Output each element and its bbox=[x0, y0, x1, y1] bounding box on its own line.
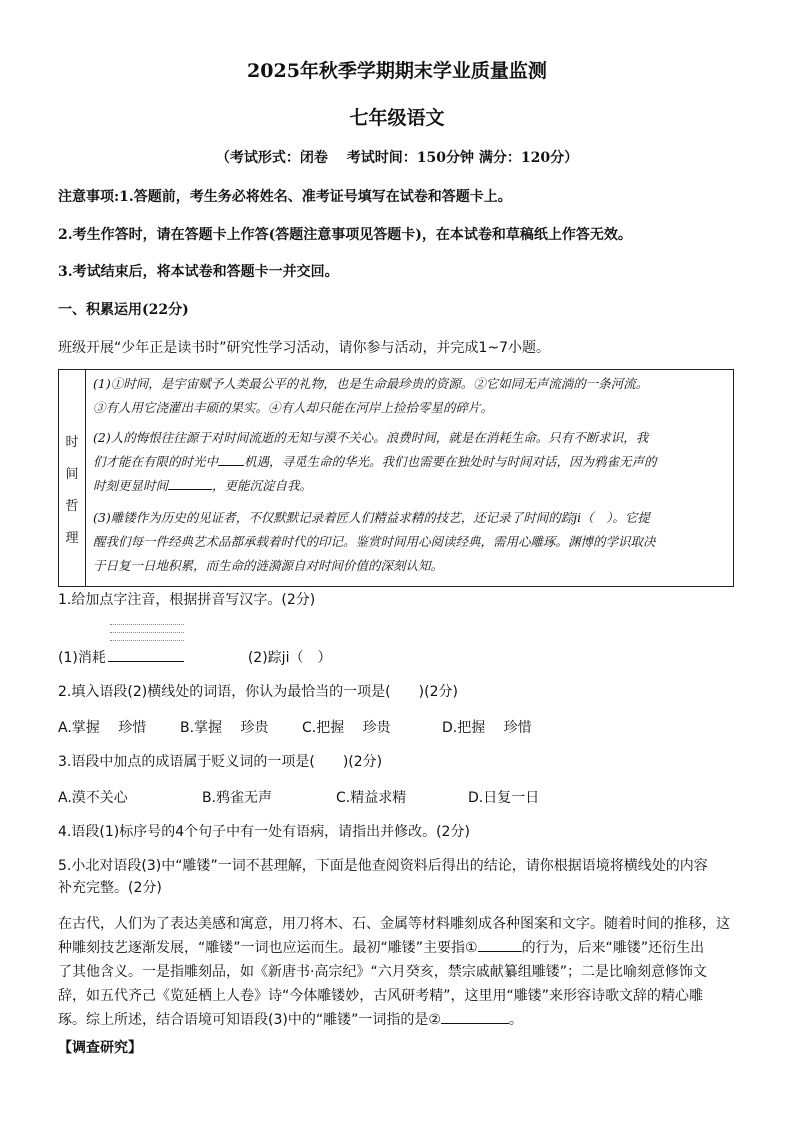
passage-2: (2)人的悔恨往往源于对时间流逝的无知与漠不关心。浪费时间，就是在消耗生命。只有不断求识，我 们才能在有限的时光中 机遇，寻觅生命的华光。我们也需要在独处时与时间对话，因为鸦雀无声的 时刻更显时间 ，更能沉淀自我。 bbox=[93, 430, 657, 493]
question-5-line-1: 5.小北对语段(3)中“雕镂”一词不甚理解，下面是他查阅资料后得出的结论，请你根据语境将横线处的内容 bbox=[58, 858, 708, 874]
question-4: 4.语段(1)标序号的4个句子中有一处有语病，请指出并修改。(2分) bbox=[58, 824, 470, 840]
section-heading: 一、积累运用(22分) bbox=[58, 302, 189, 318]
question-2-options: A.掌握 珍惜 B.掌握 珍贵 C.把握 珍贵 D.把握 珍惜 bbox=[58, 720, 532, 736]
blank-line bbox=[218, 451, 244, 466]
question-1: 1.给加点字注音，根据拼音写汉字。(2分) bbox=[58, 592, 316, 608]
note-1: 注意事项:1.答题前，考生务必将姓名、准考证号填写在试卷和答题卡上。 bbox=[58, 189, 512, 205]
section-heading-research: 【调查研究】 bbox=[58, 1040, 142, 1056]
question-3: 3.语段中加点的成语属于贬义词的一项是( )(2分) bbox=[58, 754, 383, 770]
passage-3: (3)雕镂作为历史的见证者，不仅默默记录着匠人们精益求精的技艺，还记录了时间的踪ji（ ）。它提 醒我们每一件经典艺术品都承载着时代的印记。鉴赏时间用心阅读经典，需用心雕琢。渊博的学识取决 于日复一日地积累，而生命的涟漪源自对时间价值的深刻认知。 bbox=[93, 510, 656, 573]
section-intro: 班级开展“少年正是读书时”研究性学习活动，请你参与活动，并完成1~7小题。 bbox=[58, 340, 551, 356]
blank-line bbox=[168, 475, 212, 490]
passage-1: (1)①时间，是宇宙赋予人类最公平的礼物，也是生命最珍贵的资源。②它如同无声流淌的一条河流。 ③有人用它浇灌出丰硕的果实。④有人却只能在河岸上捡拾零星的碎片。 bbox=[93, 376, 649, 415]
answer-dots bbox=[110, 632, 184, 633]
answer-blank bbox=[478, 937, 522, 952]
note-3: 3.考试结束后，将本试卷和答题卡一并交回。 bbox=[58, 264, 339, 280]
question-1-items: (1)消耗 (2)踪ji（ ） bbox=[58, 647, 748, 668]
answer-dots bbox=[110, 640, 184, 641]
exam-title: 2025年秋季学期期末学业质量监测 bbox=[247, 60, 547, 82]
row-label: 时 间 哲 理 bbox=[65, 435, 79, 546]
exam-subject: 七年级语文 bbox=[349, 107, 445, 129]
question-3-options: A.漠不关心 B.鸦雀无声 C.精益求精 D.日复一日 bbox=[58, 790, 540, 806]
exam-info: （考试形式：闭卷 考试时间：150分钟 满分：120分） bbox=[215, 150, 579, 166]
table-divider bbox=[85, 370, 86, 586]
answer-dots bbox=[110, 624, 184, 625]
answer-blank bbox=[108, 647, 184, 662]
passage-table bbox=[58, 369, 734, 587]
reading-passage: 在古代，人们为了表达美感和寓意，用刀将木、石、金属等材料雕刻成各种图案和文字。随着时间的推移，这 种雕刻技艺逐渐发展，“雕镂”一词也应运而生。最初“雕镂”主要指① 的行为，后来“雕镂”还衍生出 了其他含义。一是指雕刻品，如《新唐书·高宗纪》“六月癸亥，禁宗戚献纂组雕镂”；二是比喻刻意修饰文 辞，如五代齐己《览延栖上人卷》诗“今体雕镂妙，古风研考精”，这里用“雕镂”来形容诗歌文辞的精心雕 琢。综上所述，结合语境可知语段(3)中的“雕镂”一词指的是② 。 bbox=[58, 916, 730, 1028]
question-5-line-2: 补充完整。(2分) bbox=[58, 880, 162, 896]
question-2: 2.填入语段(2)横线处的词语，你认为最恰当的一项是( )(2分) bbox=[58, 684, 458, 700]
note-2: 2.考生作答时，请在答题卡上作答(答题注意事项见答题卡)，在本试卷和草稿纸上作答无效。 bbox=[58, 227, 632, 243]
answer-blank bbox=[441, 1009, 509, 1024]
